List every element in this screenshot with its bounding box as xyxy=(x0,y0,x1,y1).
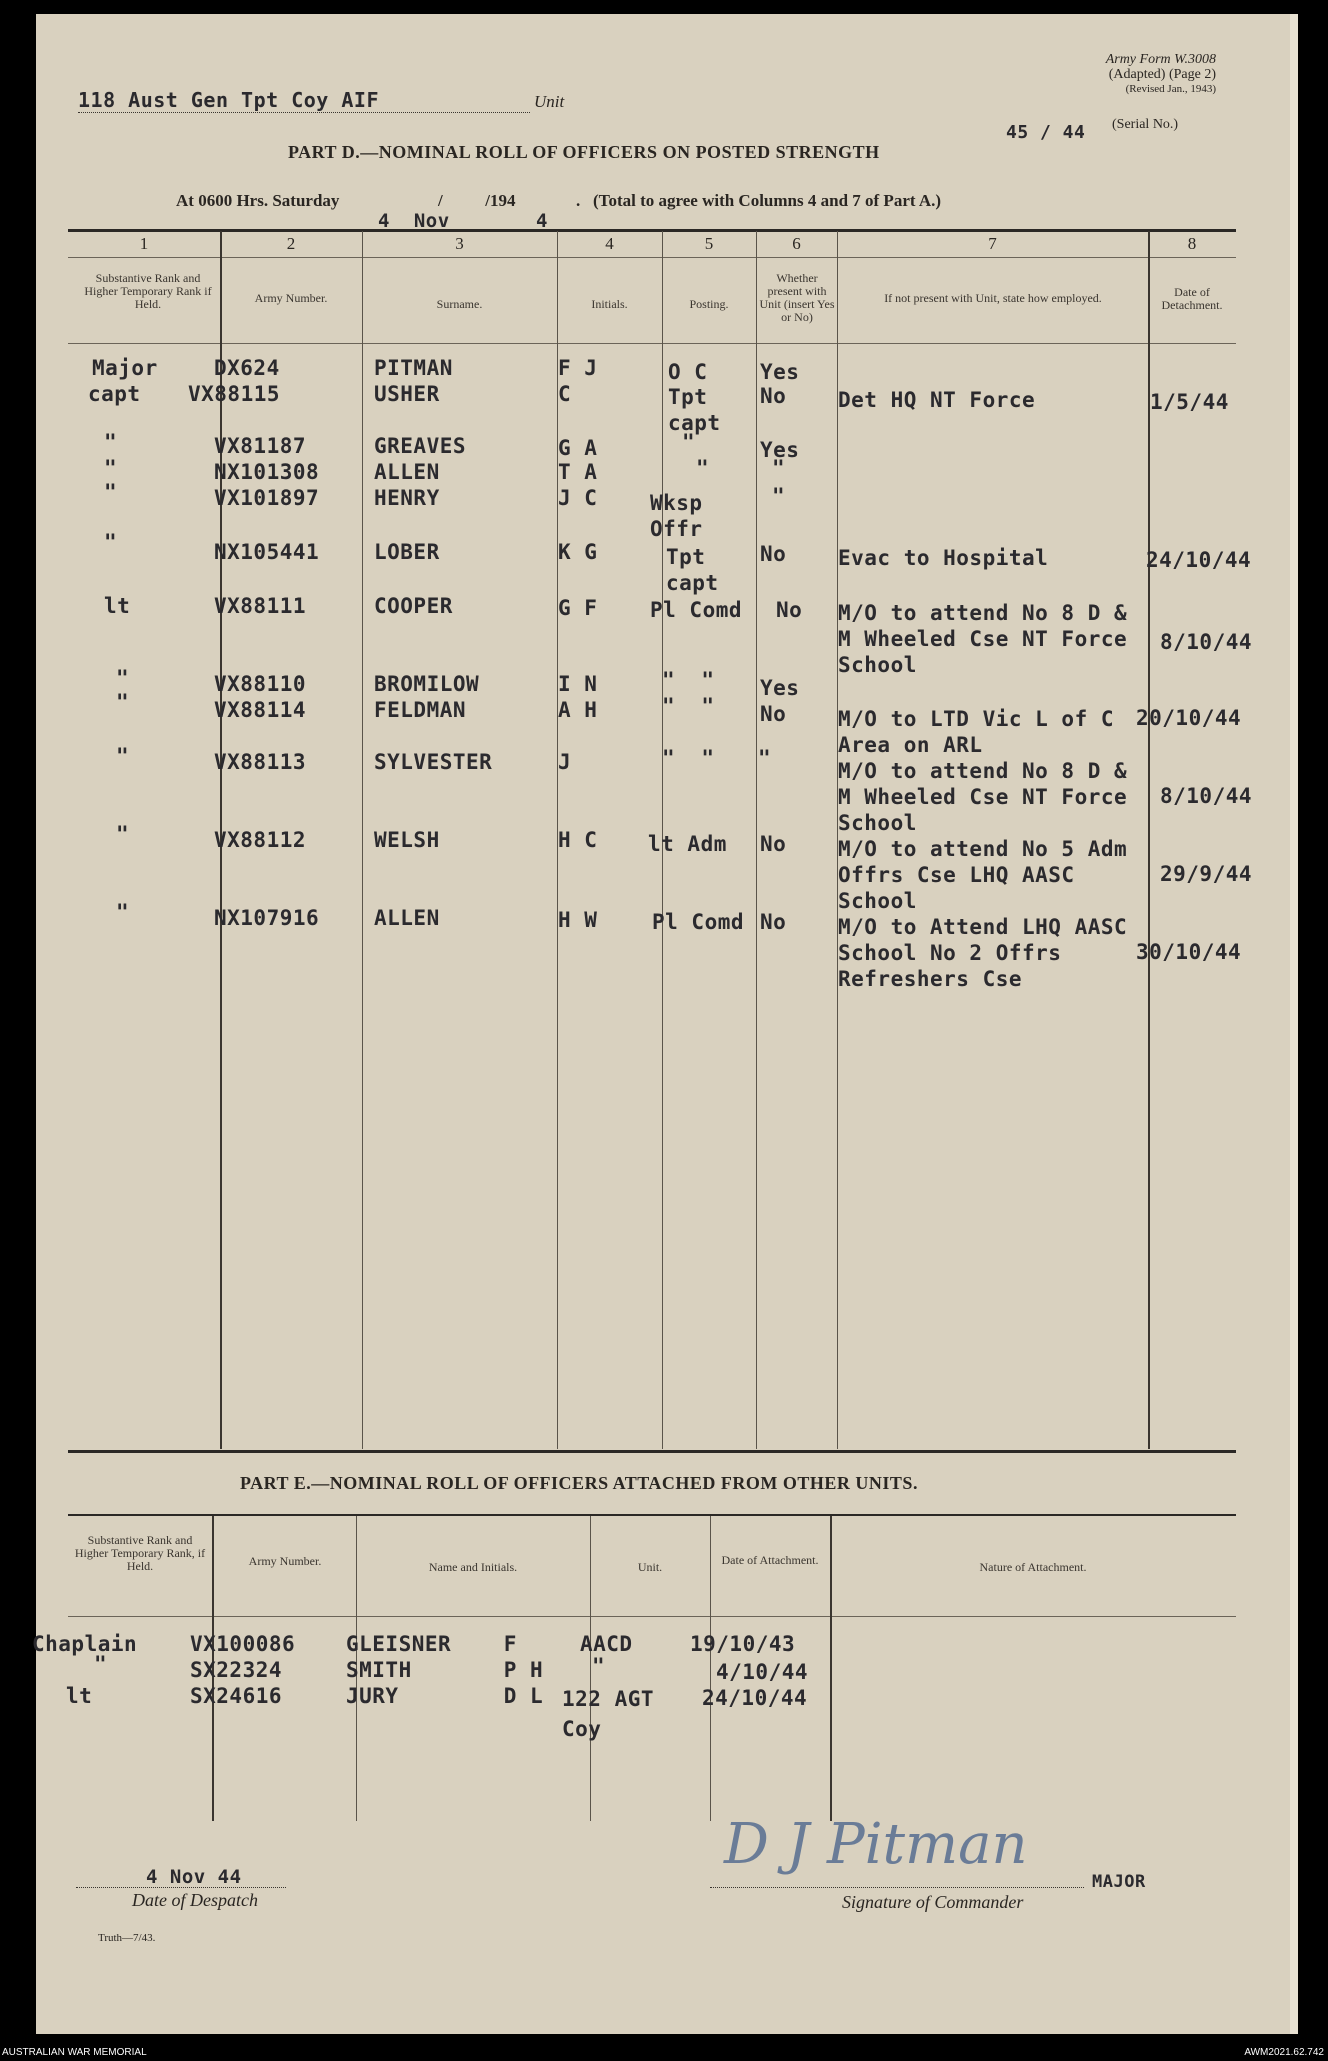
row-5-employed: Evac to Hospital xyxy=(838,546,1049,570)
row-0-rank: Major xyxy=(92,356,158,380)
col-number-1: 1 xyxy=(139,234,149,253)
form-line-1: Army Form W.3008 xyxy=(1105,52,1216,67)
serial-label: (Serial No.) xyxy=(1112,117,1179,132)
row-10-posting: lt Adm xyxy=(648,832,727,856)
row-3-number: NX101308 xyxy=(214,460,320,484)
col-number-2: 2 xyxy=(286,234,296,253)
rank-typed: MAJOR xyxy=(1092,1872,1146,1892)
row-11-present: No xyxy=(760,910,787,934)
part-e-header-name: Name and Initials. xyxy=(428,1560,518,1574)
row-0-initials: F J xyxy=(558,356,598,380)
row-9-number: VX88113 xyxy=(214,750,307,774)
row-11-employed: M/O to Attend LHQ AASC School No 2 Offrs Refreshers Cse xyxy=(838,915,1128,991)
row-2-number: VX81187 xyxy=(214,434,307,458)
part-e-row-2-number: SX24616 xyxy=(190,1684,283,1708)
part-e-row-1-name: SMITH P H xyxy=(346,1658,544,1682)
form-line-2: (Adapted) (Page 2) xyxy=(1108,67,1216,82)
row-11-number: NX107916 xyxy=(214,906,320,930)
row-1-surname: USHER xyxy=(374,382,440,406)
row-9-employed: M/O to attend No 8 D & M Wheeled Cse NT Force School xyxy=(838,759,1128,835)
part-e-header-nature: Nature of Attachment. xyxy=(979,1560,1087,1574)
col-number-7: 7 xyxy=(988,234,997,253)
part-d-bottom-rule xyxy=(68,1450,1236,1453)
row-4-posting: Wksp Offr xyxy=(650,491,703,541)
row-11-date: 30/10/44 xyxy=(1136,940,1242,964)
at-line-suffix: . (Total to agree with Columns 4 and 7 of Part A.) xyxy=(576,191,942,210)
signature-dotted-line xyxy=(710,1887,1084,1888)
col-number-5: 5 xyxy=(704,234,714,253)
col-header-present: Whether present with Unit (insert Yes or No) xyxy=(759,271,835,324)
row-2-posting: " xyxy=(682,430,696,454)
col-number-3: 3 xyxy=(455,234,464,253)
part-e-row-0-number: VX100086 xyxy=(190,1632,296,1656)
form-line-3: (Revised Jan., 1943) xyxy=(1125,83,1216,95)
part-e-header-rank: Substantive Rank and Higher Temporary Rank, if Held. xyxy=(74,1533,206,1573)
row-3-surname: ALLEN xyxy=(374,460,440,484)
part-e-header-unit: Unit. xyxy=(637,1560,663,1574)
row-11-initials: H W xyxy=(558,908,598,932)
row-4-present: " xyxy=(772,484,786,508)
commander-signature: D J Pitman xyxy=(724,1812,1028,1877)
row-0-surname: PITMAN xyxy=(374,356,453,380)
row-1-initials: C xyxy=(558,382,572,406)
col-header-rank: Substantive Rank and Higher Temporary Rank if Held. xyxy=(84,271,212,311)
part-e-header-date: Date of Attachment. xyxy=(721,1553,819,1567)
row-9-initials: J xyxy=(558,750,572,774)
despatch-date-value: 4 Nov 44 xyxy=(146,1866,242,1888)
row-3-present: " xyxy=(772,456,786,480)
row-8-number: VX88114 xyxy=(214,698,307,722)
row-2-surname: GREAVES xyxy=(374,434,467,458)
part-d-title: PART D.—NOMINAL ROLL OF OFFICERS ON POSTED STRENGTH xyxy=(288,142,880,162)
row-0-present: Yes xyxy=(760,360,800,384)
row-4-rank: " xyxy=(104,480,118,504)
form-number xyxy=(1026,52,1216,97)
row-3-posting: " xyxy=(696,456,710,480)
row-3-initials: T A xyxy=(558,460,598,484)
part-e-row-2-unit: 122 AGT Coy xyxy=(562,1687,655,1741)
row-8-initials: A H xyxy=(558,698,598,722)
row-8-surname: FELDMAN xyxy=(374,698,467,722)
part-d-top-rule xyxy=(68,229,1236,232)
part-e-row-0-name: GLEISNER F xyxy=(346,1632,517,1656)
row-2-rank: " xyxy=(104,430,118,454)
at-line-prefix: At 0600 Hrs. Saturday xyxy=(176,191,340,210)
unit-value: 118 Aust Gen Tpt Coy AIF xyxy=(78,88,379,112)
part-e-row-1-number: SX22324 xyxy=(190,1658,283,1682)
part-e-row-0-unit: AACD xyxy=(580,1632,633,1656)
col-header-army-number: Army Number. xyxy=(254,291,328,305)
row-9-surname: SYLVESTER xyxy=(374,750,493,774)
part-d-header-rule xyxy=(68,343,1236,344)
row-10-present: No xyxy=(760,832,787,856)
row-1-posting: Tpt capt xyxy=(668,385,721,435)
row-0-posting: O C xyxy=(668,360,708,384)
part-e-row-1-unit: " xyxy=(592,1654,606,1678)
part-e-row-2-rank: lt xyxy=(66,1684,93,1708)
row-6-surname: COOPER xyxy=(374,594,453,618)
despatch-dotted-line xyxy=(76,1887,286,1888)
row-5-initials: K G xyxy=(558,540,598,564)
row-6-number: VX88111 xyxy=(214,594,307,618)
row-8-posting: " " xyxy=(662,694,715,718)
row-6-employed: M/O to attend No 8 D & M Wheeled Cse NT Force School xyxy=(838,601,1128,677)
row-7-posting: " " xyxy=(662,668,715,692)
part-e-title: PART E.—NOMINAL ROLL OF OFFICERS ATTACHED FROM OTHER UNITS. xyxy=(240,1473,918,1493)
row-1-rank: capt xyxy=(88,382,141,406)
row-6-initials: G F xyxy=(558,596,598,620)
part-e-row-1-date: 4/10/44 xyxy=(716,1660,809,1684)
row-9-date: 8/10/44 xyxy=(1160,784,1253,808)
at-year-typed: 4 xyxy=(536,210,548,232)
page-edge xyxy=(1290,14,1298,2034)
at-line-mid: / /194 xyxy=(438,191,516,210)
row-1-number: VX88115 xyxy=(188,382,281,406)
row-10-surname: WELSH xyxy=(374,828,440,852)
col-header-posting: Posting. xyxy=(689,297,729,311)
col-number-6: 6 xyxy=(792,234,801,253)
row-4-initials: J C xyxy=(558,486,598,510)
col-header-detachment: Date of Detachment. xyxy=(1161,285,1223,312)
part-e-row-2-name: JURY D L xyxy=(346,1684,544,1708)
row-11-rank: " xyxy=(116,900,130,924)
row-9-posting: " " xyxy=(662,746,715,770)
part-e-col-divider-4 xyxy=(710,1516,711,1821)
part-e-top-rule xyxy=(68,1514,1236,1516)
unit-dotted-line xyxy=(78,112,530,113)
row-7-surname: BROMILOW xyxy=(374,672,480,696)
commander-label: Signature of Commander xyxy=(842,1892,1024,1912)
row-5-date: 24/10/44 xyxy=(1146,548,1252,572)
row-7-rank: " xyxy=(116,666,130,690)
row-11-posting: Pl Comd xyxy=(652,910,745,934)
archive-accession-number: AWM2021.62.742 xyxy=(1244,2047,1324,2058)
row-4-number: VX101897 xyxy=(214,486,320,510)
row-5-present: No xyxy=(760,542,787,566)
col-header-employed: If not present with Unit, state how employed. xyxy=(884,291,1102,305)
col-divider-2 xyxy=(362,231,363,1449)
archive-strip xyxy=(0,2044,1328,2061)
row-8-present: No xyxy=(760,702,787,726)
printer-mark: Truth—7/43. xyxy=(98,1932,156,1944)
row-2-present: Yes xyxy=(760,438,800,462)
row-5-posting: Tpt capt xyxy=(666,545,719,595)
col-header-initials: Initials. xyxy=(591,297,628,311)
row-4-surname: HENRY xyxy=(374,486,440,510)
row-9-present: " xyxy=(758,746,772,770)
serial-value: 45 / 44 xyxy=(1006,122,1086,143)
at-date-typed: 4 Nov xyxy=(378,210,450,232)
row-6-rank: lt xyxy=(104,594,131,618)
row-8-employed: M/O to LTD Vic L of C Area on ARL xyxy=(838,707,1115,757)
part-e-row-2-date: 24/10/44 xyxy=(702,1686,808,1710)
row-7-number: VX88110 xyxy=(214,672,307,696)
row-10-date: 29/9/44 xyxy=(1160,862,1253,886)
row-10-number: VX88112 xyxy=(214,828,307,852)
part-e-row-0-rank: Chaplain xyxy=(32,1632,138,1656)
row-8-date: 20/10/44 xyxy=(1136,706,1242,730)
row-5-rank: " xyxy=(104,530,118,554)
col-number-4: 4 xyxy=(605,234,614,253)
row-2-initials: G A xyxy=(558,436,598,460)
row-3-rank: " xyxy=(104,456,118,480)
row-1-date: 1/5/44 xyxy=(1150,390,1229,414)
part-e-row-0-date: 19/10/43 xyxy=(690,1632,796,1656)
row-5-surname: LOBER xyxy=(374,540,440,564)
row-1-employed: Det HQ NT Force xyxy=(838,388,1036,412)
row-6-present: No xyxy=(776,598,803,622)
row-5-number: NX105441 xyxy=(214,540,320,564)
row-7-present: Yes xyxy=(760,676,800,700)
part-d-number-rule xyxy=(68,257,1236,258)
part-e-row-1-rank: " xyxy=(94,1652,108,1676)
row-1-present: No xyxy=(760,384,787,408)
row-7-initials: I N xyxy=(558,672,598,696)
col-divider-5 xyxy=(756,231,757,1449)
unit-label: Unit xyxy=(534,92,565,111)
part-e-header-army-number: Army Number. xyxy=(248,1554,322,1568)
row-9-rank: " xyxy=(116,744,130,768)
row-6-posting: Pl Comd xyxy=(650,598,743,622)
archive-left-label: AUSTRALIAN WAR MEMORIAL xyxy=(2,2047,147,2058)
row-11-surname: ALLEN xyxy=(374,906,440,930)
row-10-employed: M/O to attend No 5 Adm Offrs Cse LHQ AASC School xyxy=(838,837,1128,913)
row-0-number: DX624 xyxy=(214,356,280,380)
despatch-label: Date of Despatch xyxy=(132,1890,258,1910)
col-number-8: 8 xyxy=(1187,234,1197,253)
row-6-date: 8/10/44 xyxy=(1160,630,1253,654)
row-10-rank: " xyxy=(116,822,130,846)
row-8-rank: " xyxy=(116,690,130,714)
col-header-surname: Surname. xyxy=(436,297,483,311)
row-10-initials: H C xyxy=(558,828,598,852)
part-e-header-rule xyxy=(68,1616,1236,1617)
